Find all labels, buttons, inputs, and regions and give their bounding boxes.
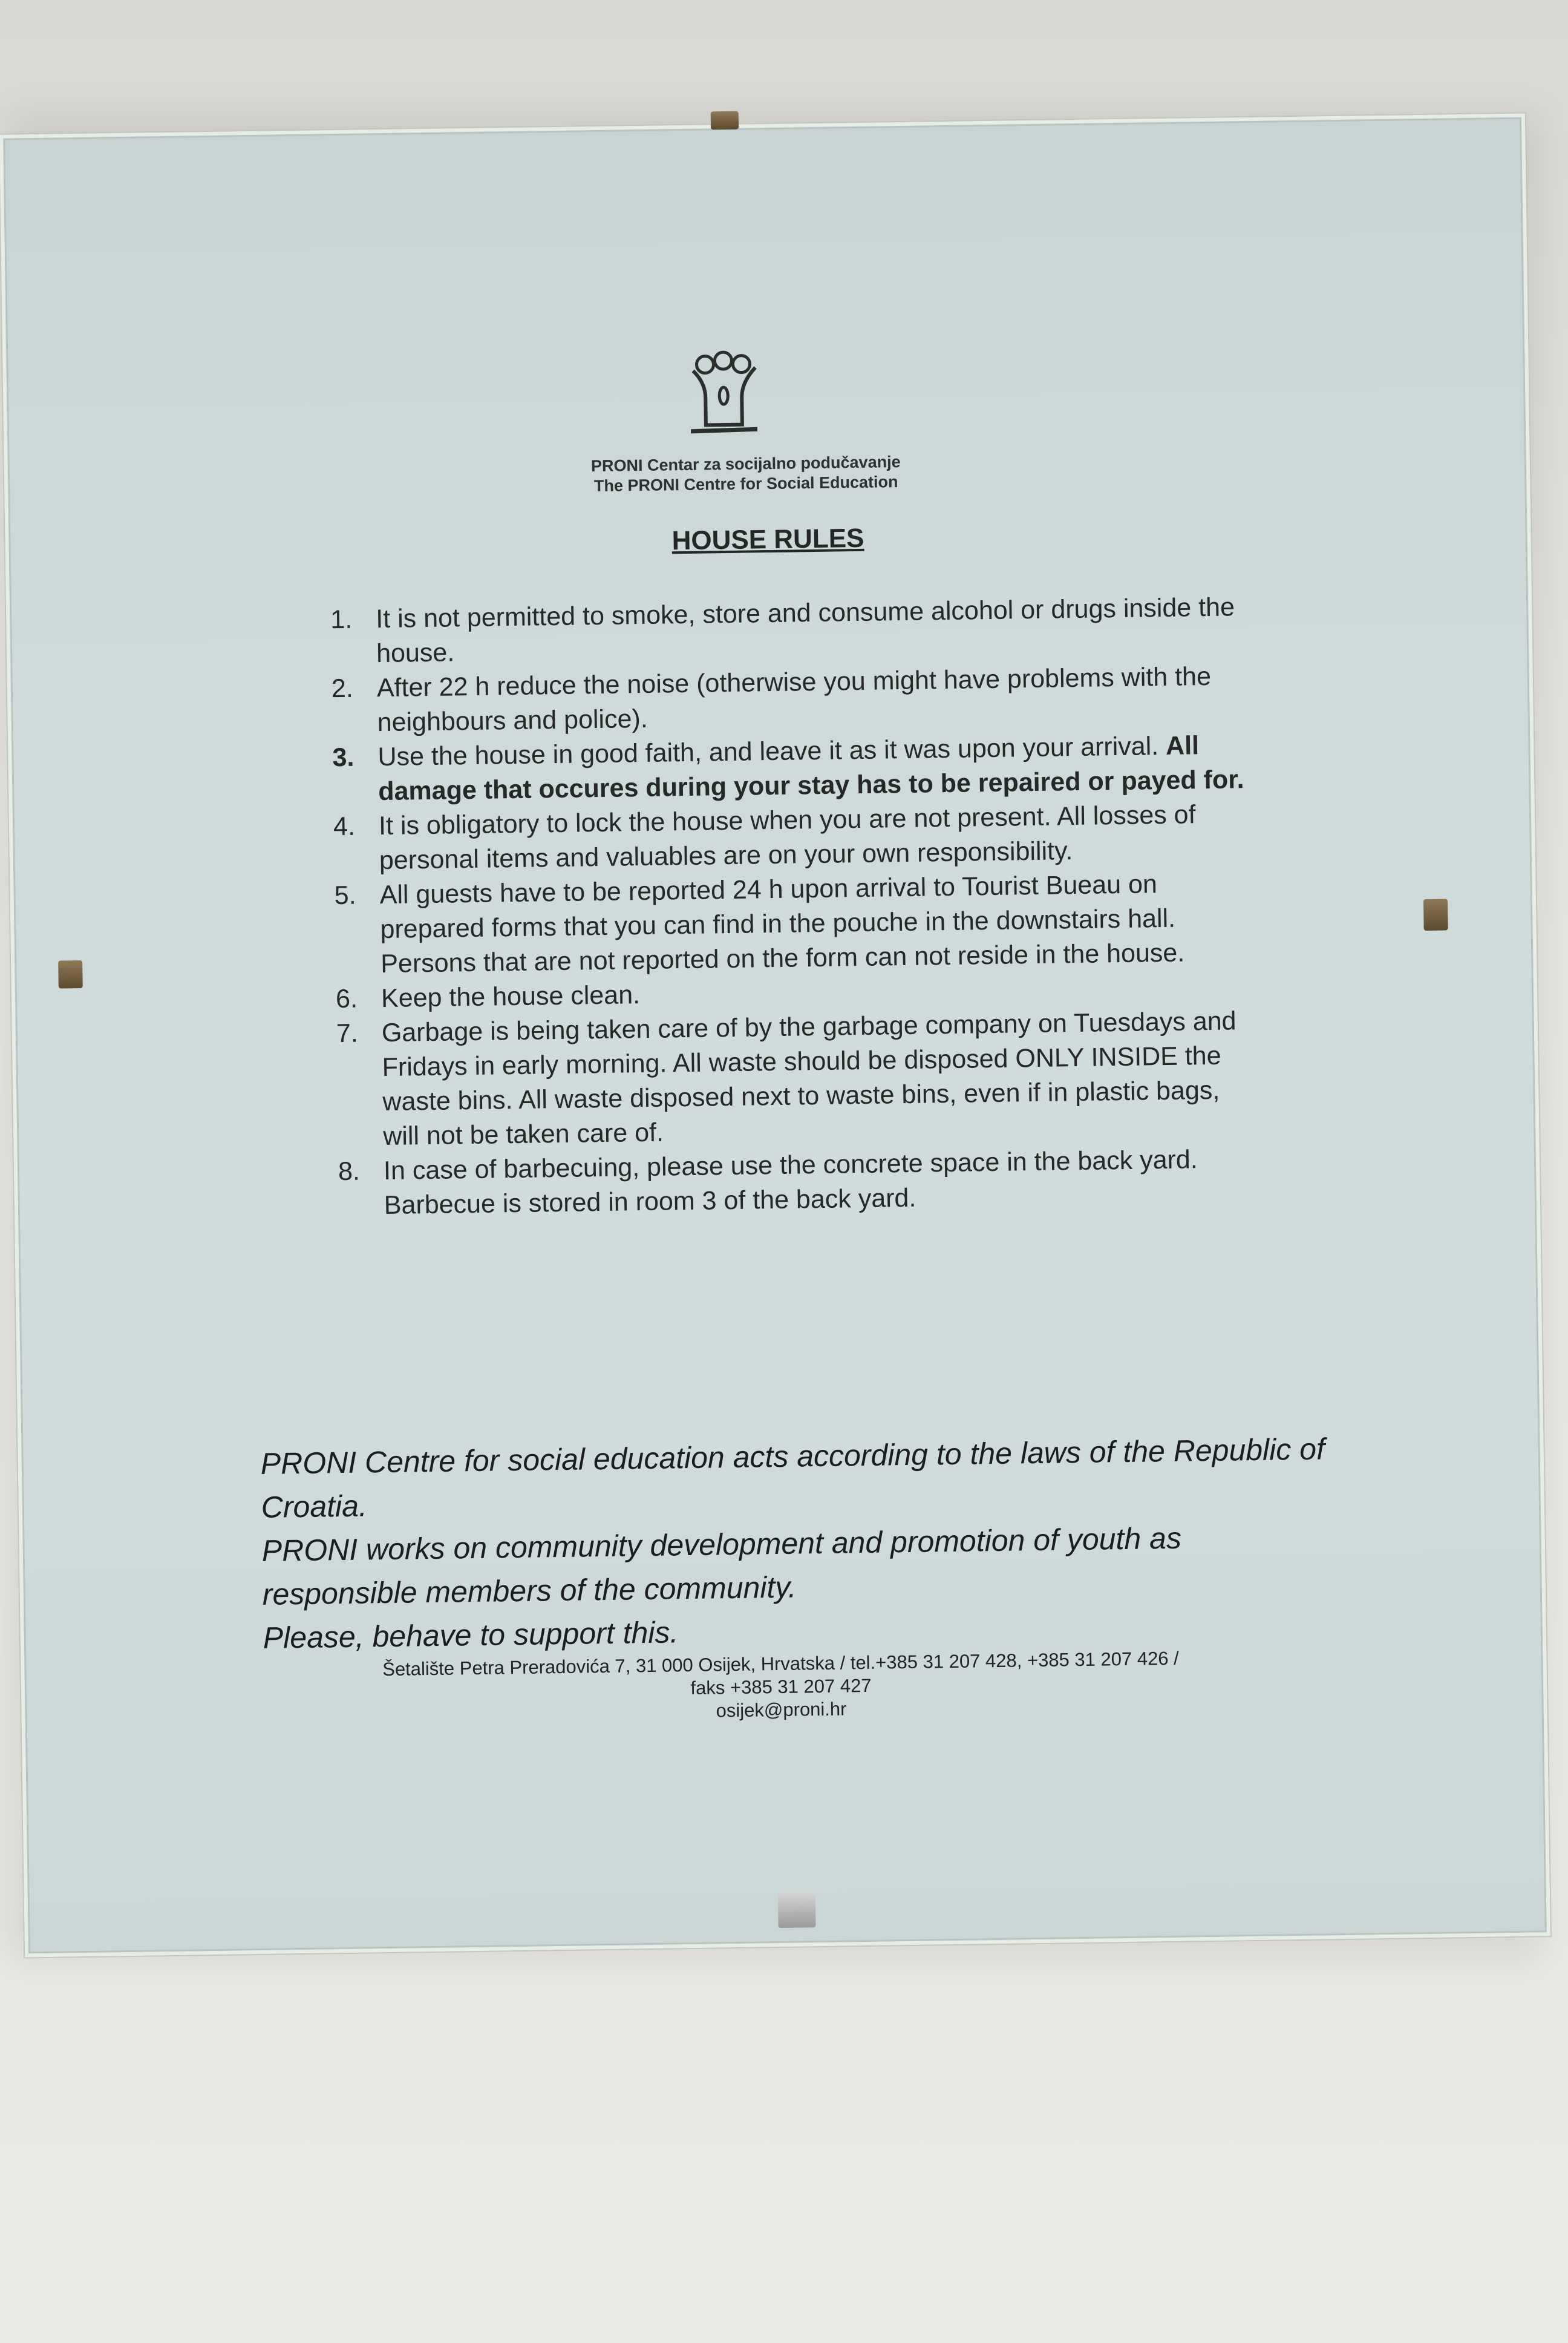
proni-logo-icon bbox=[678, 346, 769, 437]
rule-number: 6. bbox=[335, 984, 358, 1014]
rule-item bbox=[338, 1142, 1264, 1224]
rule-item bbox=[330, 590, 1256, 672]
rule-number: 5. bbox=[334, 880, 356, 911]
rule-number: 2. bbox=[331, 673, 354, 704]
mission-statement bbox=[260, 1427, 1334, 1660]
rule-item bbox=[333, 797, 1259, 879]
house-rules-list bbox=[330, 590, 1264, 1224]
rule-text: In case of barbecuing, please use the concrete space in the back yard. Barbecue is stored in room 3 of the back yard. bbox=[383, 1145, 1198, 1221]
rule-text: It is obligatory to lock the house when you are not present. All losses of personal items and valuables are on your own responsibility. bbox=[378, 800, 1196, 876]
org-name-english: The PRONI Centre for Social Education bbox=[593, 473, 898, 496]
rule-item bbox=[336, 1004, 1263, 1155]
rule-emphasis-text: All damage that occures during your stay has to be repaired or payed for. bbox=[377, 731, 1244, 807]
rule-item bbox=[332, 659, 1258, 741]
org-name-croatian: PRONI Centar za socijalno podučavanje bbox=[590, 453, 901, 476]
rule-number: 3. bbox=[332, 742, 354, 773]
contact-address: Šetalište Petra Preradovića 7, 31 000 Osijek, Hrvatska / tel.+385 31 207 428, +385 31 207 426 / bbox=[382, 1647, 1179, 1680]
glass-frame bbox=[0, 114, 1550, 1958]
rule-text: Keep the house clean. bbox=[381, 980, 641, 1014]
rule-number: 7. bbox=[336, 1018, 359, 1049]
contact-fax: faks +385 31 207 427 bbox=[690, 1674, 872, 1699]
frame-clip-top bbox=[711, 111, 739, 130]
rule-text: It is not permitted to smoke, store and consume alcohol or drugs inside the house. bbox=[375, 592, 1235, 669]
rule-text: Garbage is being taken care of by the garbage company on Tuesdays and Fridays in early morning. All waste should be disposed ONLY INSIDE the waste bins. All waste disposed next to waste bins, even if in plastic bags, will not be taken care of. bbox=[381, 1006, 1236, 1152]
rule-number: 4. bbox=[333, 811, 356, 842]
mission-line: PRONI Centre for social education acts according to the laws of the Republic of Croatia. bbox=[260, 1432, 1325, 1524]
mission-line: Please, behave to support this. bbox=[263, 1615, 679, 1655]
mission-line: PRONI works on community development and promotion of youth as responsible members of the community. bbox=[261, 1521, 1182, 1611]
rule-text: All guests have to be reported 24 h upon arrival to Tourist Bueau on prepared forms that you can find in the pouche in the downstairs hall. Persons that are not reported on the form can not reside in the house. bbox=[379, 870, 1185, 979]
rule-item bbox=[332, 728, 1258, 810]
rule-text: Use the house in good faith, and leave it as it was upon your arrival. bbox=[377, 731, 1166, 772]
page-title: HOUSE RULES bbox=[671, 523, 864, 556]
house-rules-sheet bbox=[3, 117, 1547, 1954]
contact-email: osijek@proni.hr bbox=[716, 1698, 847, 1722]
rule-item bbox=[334, 866, 1261, 982]
rule-number: 1. bbox=[330, 605, 353, 635]
rule-number: 8. bbox=[338, 1156, 361, 1187]
rule-text: After 22 h reduce the noise (otherwise you might have problems with the neighbours and police). bbox=[376, 661, 1212, 738]
